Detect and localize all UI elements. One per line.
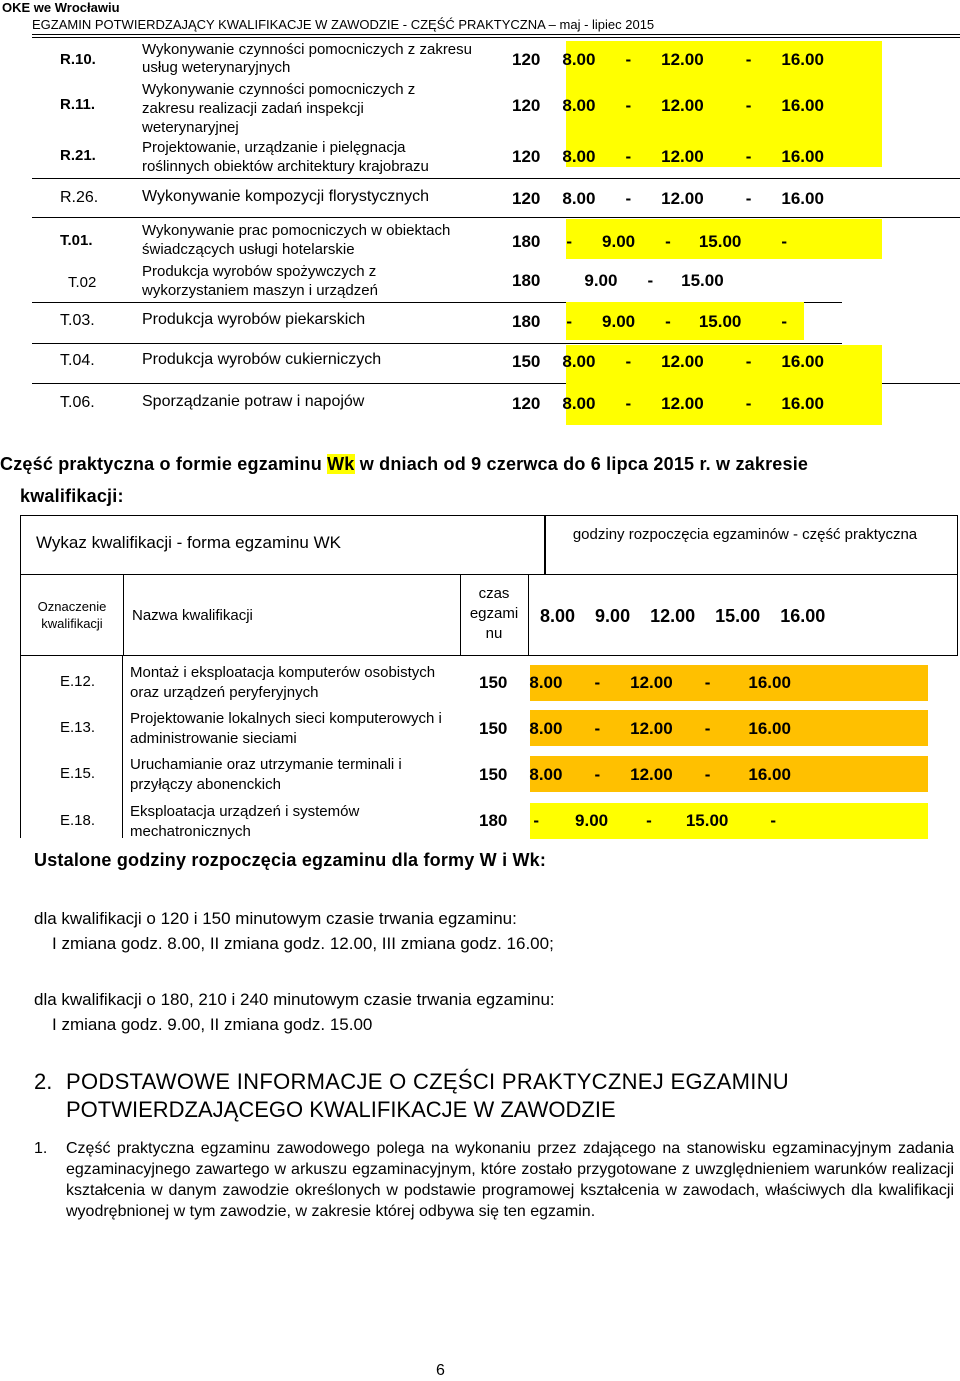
item-number: 1. [34,1140,48,1157]
hour-cell: 12.00 [661,147,704,166]
hour-cell: 12.00 [661,394,704,413]
row-name: Sporządzanie potraw i napojów [142,393,365,410]
hour-cell: - [625,147,632,166]
row-name: Wykonywanie prac pomocniczych w obiektach świadczących usługi hotelarskie [142,222,451,258]
wk-title: Wykaz kwalifikacji - forma egzaminu WK [36,533,341,552]
hour-label: 15.00 [715,606,761,626]
row-times [512,352,824,372]
row-name: Montaż i eksploatacja komputerów osobistych oraz urządzeń peryferyjnych [130,664,436,701]
row-times [479,673,791,693]
grid-line [32,37,960,38]
section-title-line2: POTWIERDZAJĄCEGO KWALIFIKACJE W ZAWODZIE [66,1097,616,1122]
hour-cell: - [745,352,752,371]
hour-cell: 9.00 [602,312,636,331]
established-line3: dla kwalifikacji o 180, 210 i 240 minutowym czasie trwania egzaminu: [34,990,555,1009]
hour-cell: - [665,312,671,331]
duration: 120 [512,96,541,115]
hour-cell: - [566,232,573,251]
row-times [512,50,824,70]
hour-cell: - [745,189,752,208]
row-name: Projektowanie, urządzanie i pielęgnacja roślinnych obiektów architektury krajobrazu [142,139,429,175]
row-name: Wykonywanie czynności pomocniczych z zakresu usług weterynaryjnych [142,41,472,76]
row-name: Produkcja wyrobów spożywczych z wykorzystaniem maszyn i urządzeń [142,263,378,299]
hour-label: 9.00 [595,606,631,626]
hour-cell: - [665,232,671,251]
hour-cell: 8.00 [529,719,563,738]
hour-cell: - [646,811,652,830]
hour-cell: - [704,765,711,784]
grid-line [32,178,960,179]
row-code: E.18. [60,812,96,829]
row-code: T.01. [60,232,93,249]
row-name: Produkcja wyrobów piekarskich [142,311,366,328]
hour-cell: 12.00 [661,352,704,371]
row-times [479,765,791,785]
col-name-header: Nazwa kwalifikacji [132,607,253,624]
duration: 180 [512,271,541,290]
hour-cell: - [745,394,752,413]
hour-cell: - [594,719,601,738]
col-time-header: czas egzami nu [469,585,519,642]
wk-table [20,515,958,845]
hour-cell: 8.00 [562,50,596,69]
row-code: E.13. [60,719,96,736]
hour-cell: - [566,312,573,331]
grid-line [32,217,960,218]
hour-cell: 9.00 [602,232,636,251]
col-divider [123,575,124,656]
grid-line [32,343,842,344]
duration: 150 [479,673,508,692]
hour-cell: 8.00 [562,394,596,413]
hour-cell: 8.00 [562,96,596,115]
duration: 150 [479,765,508,784]
hour-cell: - [625,50,632,69]
established-line1: dla kwalifikacji o 120 i 150 minutowym czasie trwania egzaminu: [34,909,517,928]
row-times [512,147,824,167]
section-number: 2. [34,1069,53,1094]
duration: 120 [512,50,541,69]
row-times [512,271,724,291]
row-code: R.10. [60,51,96,68]
row-code: T.06. [60,394,95,411]
hour-cell: - [770,811,777,830]
row-code: E.15. [60,765,96,782]
header-org: OKE we Wrocławiu [2,0,120,15]
hour-cell: 8.00 [562,189,596,208]
col-divider [460,575,461,656]
duration: 180 [479,811,508,830]
duration: 150 [512,352,541,371]
hour-cell: 16.00 [748,673,791,692]
hour-cell: 15.00 [698,312,742,331]
hour-cell: 16.00 [781,189,824,208]
hour-cell: 15.00 [681,271,724,290]
hour-label: 8.00 [540,606,576,626]
hour-cell: - [625,96,632,115]
row-name: Eksploatacja urządzeń i systemów mechatronicznych [130,803,360,840]
row-times [512,394,824,414]
hour-cell: 12.00 [661,50,704,69]
hour-cell: - [704,673,711,692]
hour-cell: 9.00 [575,811,609,830]
row-code: T.02 [68,274,97,291]
wk-hours-title-box [545,515,958,575]
hour-cell: - [625,394,632,413]
hour-cell: 16.00 [781,147,824,166]
duration: 180 [512,232,541,251]
hour-cell: - [745,147,752,166]
wk-hours-title: godziny rozpoczęcia egzaminów - część praktyczna [572,526,918,543]
section-title-line1: PODSTAWOWE INFORMACJE O CZĘŚCI PRAKTYCZNEJ EGZAMINU [66,1069,789,1094]
hour-cell: - [781,312,788,331]
hour-label: 16.00 [780,606,826,626]
hour-cell: - [594,765,601,784]
duration: 180 [512,312,541,331]
hour-cell: 8.00 [562,147,596,166]
header-divider [32,34,960,35]
hour-cell: 12.00 [630,719,673,738]
row-code: R.26. [60,189,99,206]
section-title [66,1068,958,1124]
wk-heading-line2: kwalifikacji: [20,486,124,506]
hour-cell: 16.00 [781,352,824,371]
hour-cell: 16.00 [781,394,824,413]
row-times [512,312,787,332]
row-name: Uruchamianie oraz utrzymanie terminali i przyłączy abonenckich [130,756,402,793]
row-times [512,189,824,209]
hour-cell: 16.00 [748,765,791,784]
row-name: Wykonywanie kompozycji florystycznych [142,188,430,205]
hour-cell: - [594,673,601,692]
row-code: E.12. [60,673,96,690]
row-name: Produkcja wyrobów cukierniczych [142,351,382,368]
hour-cell: 16.00 [748,719,791,738]
wk-heading-part1: Część praktyczna o formie egzaminu [0,454,328,474]
row-code: T.03. [60,312,95,329]
hour-cell: 12.00 [630,673,673,692]
hour-cell: - [647,271,654,290]
duration: 120 [512,147,541,166]
hour-cell: 8.00 [529,673,563,692]
hour-label: 12.00 [650,606,696,626]
wk-heading [0,454,808,475]
hour-cell: 12.00 [661,189,704,208]
hour-cell: 12.00 [630,765,673,784]
hour-cell: 8.00 [562,352,596,371]
hour-cell: 15.00 [685,811,729,830]
col-divider [528,575,529,656]
hour-cell: - [533,811,540,830]
row-times [512,232,787,252]
hour-cell: 15.00 [698,232,742,251]
hour-cell: - [704,719,711,738]
hour-cell: - [625,352,632,371]
hour-cell: 12.00 [661,96,704,115]
row-code: R.21. [60,147,96,164]
duration: 120 [512,189,541,208]
row-times [479,811,776,831]
hour-cell: 8.00 [529,765,563,784]
row-name: Wykonywanie czynności pomocniczych z zakresu realizacji zadań inspekcji weterynaryjnej [142,81,416,136]
established-line4: I zmiana godz. 9.00, II zmiana godz. 15.00 [52,1015,373,1034]
hour-cell: - [781,232,788,251]
row-name: Projektowanie lokalnych sieci komputerowych i administrowanie sieciami [130,710,442,747]
wk-heading-part2: w dniach od 9 czerwca do 6 lipca 2015 r. w zakresie [354,454,809,474]
duration: 150 [479,719,508,738]
row-code: R.11. [60,96,96,113]
hours-header [540,606,825,627]
row-times [479,719,791,739]
header-subtitle: EGZAMIN POTWIERDZAJĄCY KWALIFIKACJE W ZAWODZIE - CZĘŚĆ PRAKTYCZNA – maj - lipiec 2015 [32,17,655,32]
col-code-header: Oznaczenie kwalifikacji [37,599,107,631]
page-number: 6 [436,1362,445,1379]
established-line2: I zmiana godz. 8.00, II zmiana godz. 12.00, III zmiana godz. 16.00; [52,934,554,953]
row-times [512,96,824,116]
hour-cell: - [745,96,752,115]
hour-cell: 16.00 [781,96,824,115]
hour-cell: - [625,189,632,208]
wk-highlight: Wk [327,454,355,474]
item-text: Część praktyczna egzaminu zawodowego polega na wykonaniu przez zdającego na stanowisku egzaminacyjnym zadania egzaminacyjnego zawartego w arkuszu egzaminacyjnym, które zostało przygotowane z uwzględnieniem warunków realizacji kształcenia w danym zawodzie określonych w podstawie programowej kształcenia w zawodach, właściwych dla kwalifikacji wyodrębnionej w tym zawodzie, w zakresie której odbywa się ten egzamin. [66,1140,954,1220]
duration: 120 [512,394,541,413]
hour-cell: - [745,50,752,69]
hour-cell: 16.00 [781,50,824,69]
established-heading: Ustalone godziny rozpoczęcia egzaminu dla formy W i Wk: [34,850,547,870]
hour-cell: 9.00 [584,271,618,290]
row-code: T.04. [60,352,95,369]
